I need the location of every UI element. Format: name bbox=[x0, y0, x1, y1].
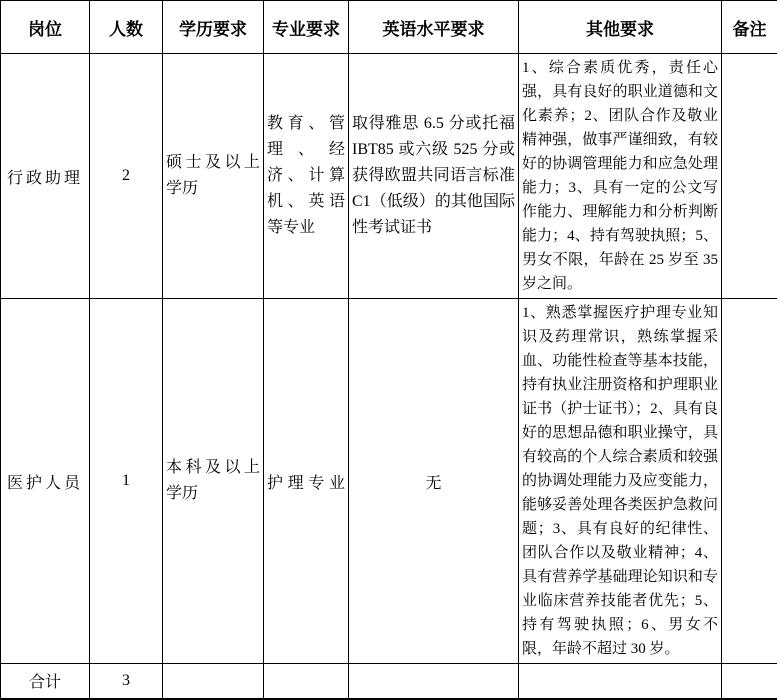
cell-headcount: 1 bbox=[90, 299, 163, 664]
cell-other: 1、熟悉掌握医疗护理专业知识及药理常识，熟练掌握采血、功能性检查等基本技能，持有执业注册资格和护理职业证书（护士证书）；2、具有良好的思想品德和职业操守，具有较高的个人综合素质和较强的协调处理能力及应变能力，能够妥善处理各类医护急救问题；3、具有良好的纪律性、团队合作以及敬业精神；4、具有营养学基础理论知识和专业临床营养技能者优先；5、持有驾驶执照；6、男女不限，年龄不超过 30 岁。 bbox=[519, 299, 722, 664]
cell-position: 医护人员 bbox=[1, 299, 90, 664]
column-header-education: 学历要求 bbox=[163, 1, 264, 54]
cell-major: 护理专业 bbox=[264, 299, 349, 664]
cell-total-other bbox=[519, 664, 722, 699]
cell-other: 1、综合素质优秀，责任心强，具有良好的职业道德和文化素养；2、团队合作及敬业精神强，做事严谨细致，有较好的协调管理能力和应急处理能力；3、具有一定的公文写作能力、理解能力和分析判断能力；4、持有驾驶执照；5、男女不限，年龄在 25 岁至 35 岁之间。 bbox=[519, 54, 722, 299]
cell-education: 硕士及以上学历 bbox=[163, 54, 264, 299]
column-header-english: 英语水平要求 bbox=[349, 1, 519, 54]
cell-remark bbox=[722, 299, 777, 664]
cell-english: 无 bbox=[349, 299, 519, 664]
cell-total-headcount: 3 bbox=[90, 664, 163, 699]
table-header-row bbox=[1, 1, 777, 54]
cell-total-english bbox=[349, 664, 519, 699]
cell-position: 行政助理 bbox=[1, 54, 90, 299]
table-row-medical-staff bbox=[1, 299, 777, 664]
column-header-position: 岗位 bbox=[1, 1, 90, 54]
cell-total-remark bbox=[722, 664, 777, 699]
cell-total-education bbox=[163, 664, 264, 699]
column-header-remark: 备注 bbox=[722, 1, 777, 54]
cell-total-major bbox=[264, 664, 349, 699]
cell-english: 取得雅思 6.5 分或托福 IBT85 或六级 525 分或获得欧盟共同语言标准 C1（低级）的其他国际性考试证书 bbox=[349, 54, 519, 299]
column-header-major: 专业要求 bbox=[264, 1, 349, 54]
cell-major: 教育、管理、经济、计算机、英语等专业 bbox=[264, 54, 349, 299]
cell-headcount: 2 bbox=[90, 54, 163, 299]
table-row-total bbox=[1, 664, 777, 699]
cell-remark bbox=[722, 54, 777, 299]
table-row-admin-assistant bbox=[1, 54, 777, 299]
column-header-headcount: 人数 bbox=[90, 1, 163, 54]
cell-education: 本科及以上学历 bbox=[163, 299, 264, 664]
cell-total-label: 合计 bbox=[1, 664, 90, 699]
column-header-other: 其他要求 bbox=[519, 1, 722, 54]
